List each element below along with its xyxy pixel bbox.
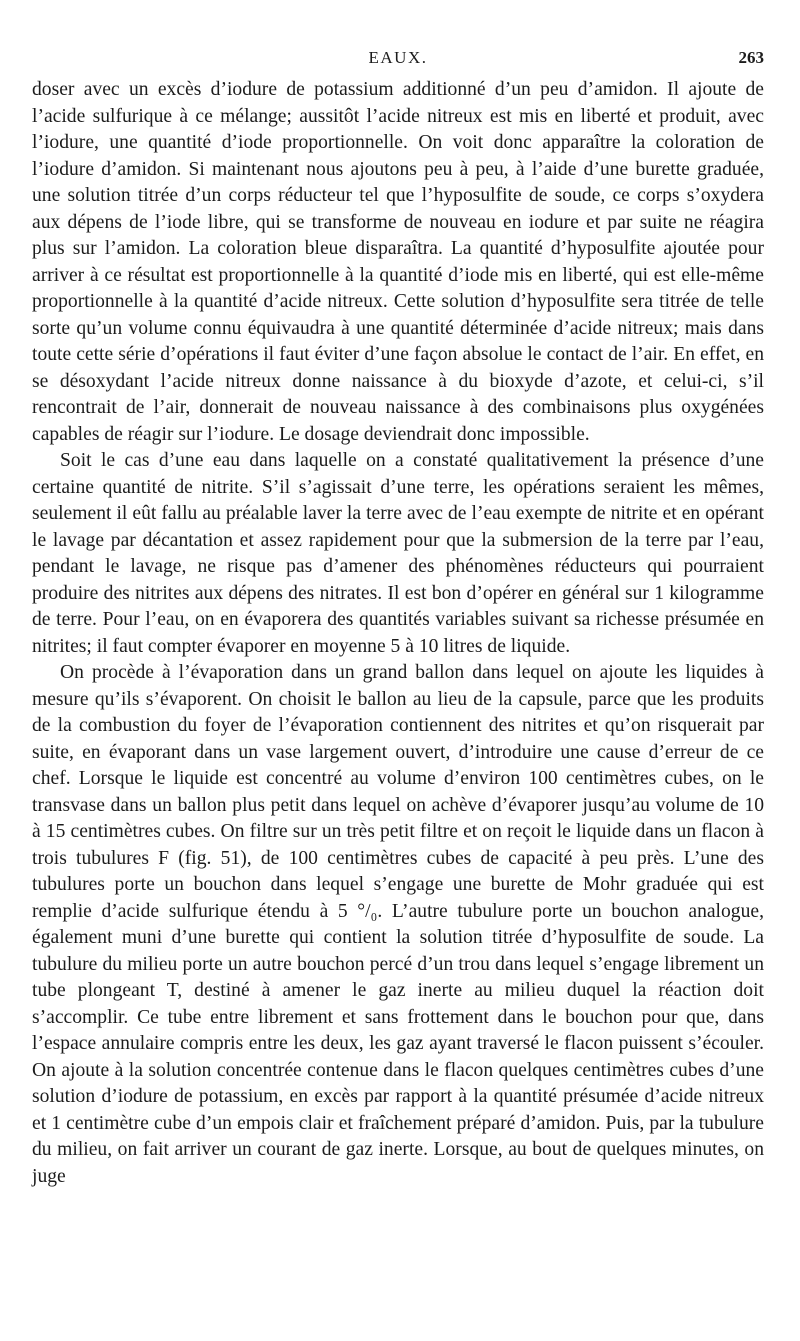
paragraph-evaporation-procedure: On procède à l’évaporation dans un grand ballon dans lequel on ajoute les liquides à mesure qu’ils s’évaporent. On choisit le ballon au lieu de la capsule, parce que les produits de la combustion du foyer de l’évaporation contiennent des nitrites et qu’on risquerait par suite, en évaporant dans un vase largement ouvert, d’introduire une cause d’erreur de ce chef. Lorsque le liquide est concentré au volume d’environ 100 centimètres cubes, on le transvase dans un ballon plus petit dans lequel on achève d’évaporer jusqu’au volume de 10 à 15 centimètres cubes. On filtre sur un très petit filtre et on reçoit le liquide dans un flacon à trois tubulures F (fig. 51), de 100 centimètres cubes de capacité à peu près. L’une des tubulures porte un bouchon dans lequel s’engage une burette de Mohr graduée qui est remplie d’acide sulfurique étendu à 5 °/₀. L’autre tubulure porte un bouchon analogue, également muni d’une burette qui contient la solution titrée d’hyposulfite de soude. La tubulure du milieu porte un autre bouchon percé d’un trou dans lequel s’engage librement un tube plongeant T, destiné à amener le gaz inerte au milieu duquel la réaction doit s’accomplir. Ce tube entre librement et sans frottement dans le bouchon pour que, dans l’espace annulaire compris entre les deux, les gaz ayant traversé le flacon puissent s’écouler. On ajoute à la solution concentrée contenue dans le flacon quelques centimètres cubes d’une solution d’iodure de potassium, en excès par rapport à la quantité présumée d’acide nitreux et 1 centimètre cube d’un empois clair et fraîchement préparé d’amidon. Puis, par la tubulure du milieu, on fait arriver un courant de gaz inerte. Lorsque, au bout de quelques minutes, on juge <box>32 662 764 1187</box>
paragraph-nitrite-sample: Soit le cas d’une eau dans laquelle on a constaté qualitativement la présence d’une certaine quantité de nitrite. S’il s’agissait d’une terre, les opérations seraient les mêmes, seulement il eût fallu au préalable laver la terre avec de l’eau exempte de nitrite et en opérant le lavage par décantation et assez rapidement pour que la submersion de la terre par l’eau, pendant le lavage, ne risque pas d’amener des phénomènes réducteurs qui pourraient produire des nitrites aux dépens des nitrates. Il est bon d’opérer en général sur 1 kilogramme de terre. Pour l’eau, on en évaporera des quantités variables suivant sa richesse présumée en nitrites; il faut compter évaporer en moyenne 5 à 10 litres de liquide. <box>32 450 764 657</box>
paragraph-continuation: doser avec un excès d’iodure de potassium additionné d’un peu d’amidon. Il ajoute de l’acide sulfurique à ce mélange; aussitôt l’acide nitreux est mis en liberté et produit, avec l’iodure, une quantité d’iode proportionnelle. On voit donc apparaître la coloration de l’iodure d’amidon. Si maintenant nous ajoutons peu à peu, à l’aide d’une burette graduée, une solution titrée d’un corps réducteur tel que l’hyposulfite de soude, ce corps s’oxydera aux dépens de l’iode libre, qui se transforme de nouveau en iodure et par suite ne réagira plus sur l’amidon. La coloration bleue disparaîtra. La quantité d’hyposulfite ajoutée pour arriver à ce résultat est proportionnelle à la quantité d’iode mis en liberté, qui est elle-même proportionnelle à la quantité d’acide nitreux. Cette solution d’hyposulfite sera titrée de telle sorte qu’un volume connu équivaudra à une quantité déterminée d’acide nitreux; mais dans toute cette série d’opérations il faut éviter d’une façon absolue le contact de l’air. En effet, en se désoxydant l’acide nitreux donne naissance à du bioxyde d’azote, et celui-ci, s’il rencontrait de l’air, donnerait de nouveau naissance à des combinaisons plus oxygénées capables de réagir sur l’iodure. Le dosage deviendrait donc impossible. <box>32 79 764 445</box>
page-header <box>32 48 764 74</box>
page-number: 263 <box>738 48 764 67</box>
running-title: EAUX. <box>368 48 428 67</box>
body-text <box>32 77 764 1190</box>
